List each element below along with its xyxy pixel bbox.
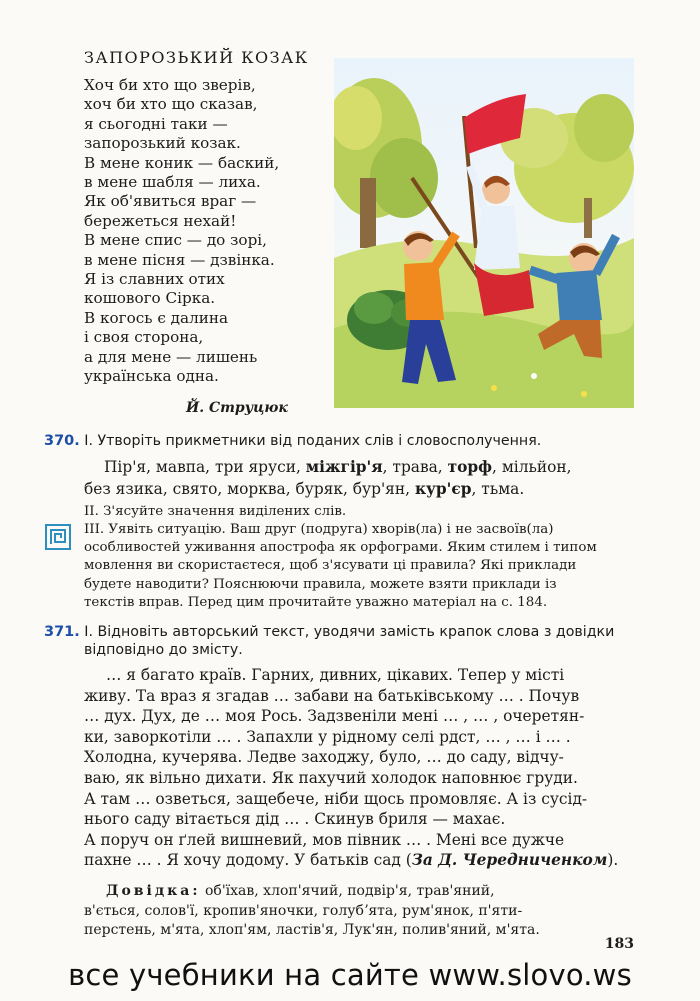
text-line: … дух. Дух, де … моя Рось. Задзвеніли мені … , … , очеретян-	[84, 707, 585, 726]
blue-shirt	[556, 270, 602, 324]
meander-icon	[45, 524, 71, 550]
word-text: без язика, свято, морква, буряк, бур'ян,	[84, 480, 415, 498]
poem-line: В мене коник — баский,	[84, 153, 280, 172]
task-line: будете наводити? Пояснюючи правила, можете взяти приклади із	[84, 576, 557, 592]
site-footer-banner: все учебники на сайте www.slovo.ws	[68, 958, 632, 992]
poem-author: Й. Струцюк	[186, 400, 288, 416]
task-line: текстів вправ. Перед цим прочитайте уважно матеріал на с. 184.	[84, 594, 548, 610]
text-line: Холодна, кучерява. Ледве заходжу, було, … до саду, відчу-	[84, 748, 564, 767]
text-line: ки, заворкотіли … . Запахли у рідному селі рдст, … , … і … .	[84, 727, 571, 746]
poem-line: українська одна.	[84, 367, 219, 386]
text-line: нього саду вітається дід … . Скинув бриля — махає.	[84, 810, 506, 829]
task-line: ІІІ. Уявіть ситуацію. Ваш друг (подруга) хворів(ла) і не засвоїв(ла)	[84, 522, 554, 537]
orange-shirt	[404, 262, 444, 320]
poem-line: в мене пісня — дзвінка.	[84, 250, 275, 269]
poem-line: а для мене — лишень	[84, 347, 258, 366]
poem-line: В мене спис — до зорі,	[84, 231, 267, 250]
reference-block	[84, 882, 540, 941]
word-text: Пір'я, мавпа, три яруси,	[104, 458, 306, 476]
text-line: ).	[607, 851, 619, 870]
text-line: живу. Та враз я згадав … забави на батьківському … . Почув	[84, 686, 580, 705]
text-line: пахне … . Я хочу додому. У батьків сад (	[84, 851, 412, 870]
word-text: , трава,	[382, 458, 448, 476]
word-text: , мільйон,	[492, 458, 572, 476]
task-text: І. Відновіть авторський текст, уводячи замість крапок слова з довідки	[84, 624, 615, 640]
reference-words: об'їхав, хлоп'ячий, подвір'я, трав'яний,	[200, 883, 495, 899]
tree-trunk	[360, 178, 376, 248]
poem-body	[84, 76, 279, 387]
poem-line: запорозький козак.	[84, 134, 241, 153]
reference-words: в'ється, солов'ї, кропив'яночки, голубʼята, рум'янок, п'яти-	[84, 902, 523, 919]
poem-line: кошового Сірка.	[84, 289, 216, 308]
exercise-371-task	[44, 624, 614, 640]
exercise-371-task-cont: відповідно до змісту.	[84, 642, 243, 658]
reference-label: Довідка:	[106, 883, 201, 899]
page-number: 183	[604, 936, 634, 952]
exercise-number: 370.	[44, 433, 80, 449]
poem-line: Я із славних отих	[84, 270, 225, 289]
poem-line: і своя сторона,	[84, 328, 204, 347]
text-line: А там … озветься, защебече, ніби щось промовляє. А із сусід-	[84, 789, 588, 808]
text-line: А поруч он ґлей вишневий, мов півник … . Мені все дужче	[84, 830, 565, 849]
exercise-370-task-1	[44, 433, 541, 449]
poem-line: В когось є далина	[84, 308, 229, 327]
poem-line: хоч би хто що сказав,	[84, 95, 258, 114]
text-line-last	[84, 850, 618, 871]
exercise-number: 371.	[44, 624, 80, 640]
highlighted-word: міжгір'я	[305, 458, 383, 476]
task-line: особливостей уживання апострофа як орфограми. Яким стилем і типом	[84, 540, 597, 556]
text-line: ваю, як вільно дихати. Як пахучий холодок наповнює груди.	[84, 768, 578, 787]
poem-title: ЗАПОРОЗЬКИЙ КОЗАК	[84, 48, 309, 67]
reference-line-1	[84, 882, 540, 902]
poem-line: бережеться нехай!	[84, 211, 237, 230]
task-line: мовлення ви скористаєтеся, щоб з'ясувати ці правила? Які приклади	[84, 558, 577, 574]
highlighted-word: кур'єр	[414, 480, 472, 498]
task-text: І. Утворіть прикметники від поданих слів і словосполучення.	[84, 433, 542, 449]
text-line: … я багато країв. Гарних, дивних, цікавих. Тепер у місті	[106, 666, 565, 684]
poem-line: Як об'явиться враг —	[84, 192, 257, 211]
exercise-370-words-line-2	[84, 479, 524, 500]
exercise-370-task-3	[84, 521, 597, 612]
word-text: , тьма.	[471, 480, 525, 498]
cossack-children-illustration	[334, 58, 634, 408]
poem-line: я сьогодні таки —	[84, 114, 228, 133]
exercise-371-text	[84, 665, 618, 871]
poem-line: в мене шабля — лиха.	[84, 173, 261, 192]
exercise-370-words-line-1	[104, 457, 572, 478]
highlighted-word: торф	[447, 458, 493, 476]
source-citation: За Д. Чередниченком	[411, 851, 608, 870]
reference-words: перстень, м'ята, хлоп'ям, ластів'я, Лук'ян, полив'яний, м'ята.	[84, 922, 540, 938]
poem-line: Хоч би хто що зверів,	[84, 76, 256, 94]
exercise-370-task-2: ІІ. З'ясуйте значення виділених слів.	[84, 504, 347, 519]
